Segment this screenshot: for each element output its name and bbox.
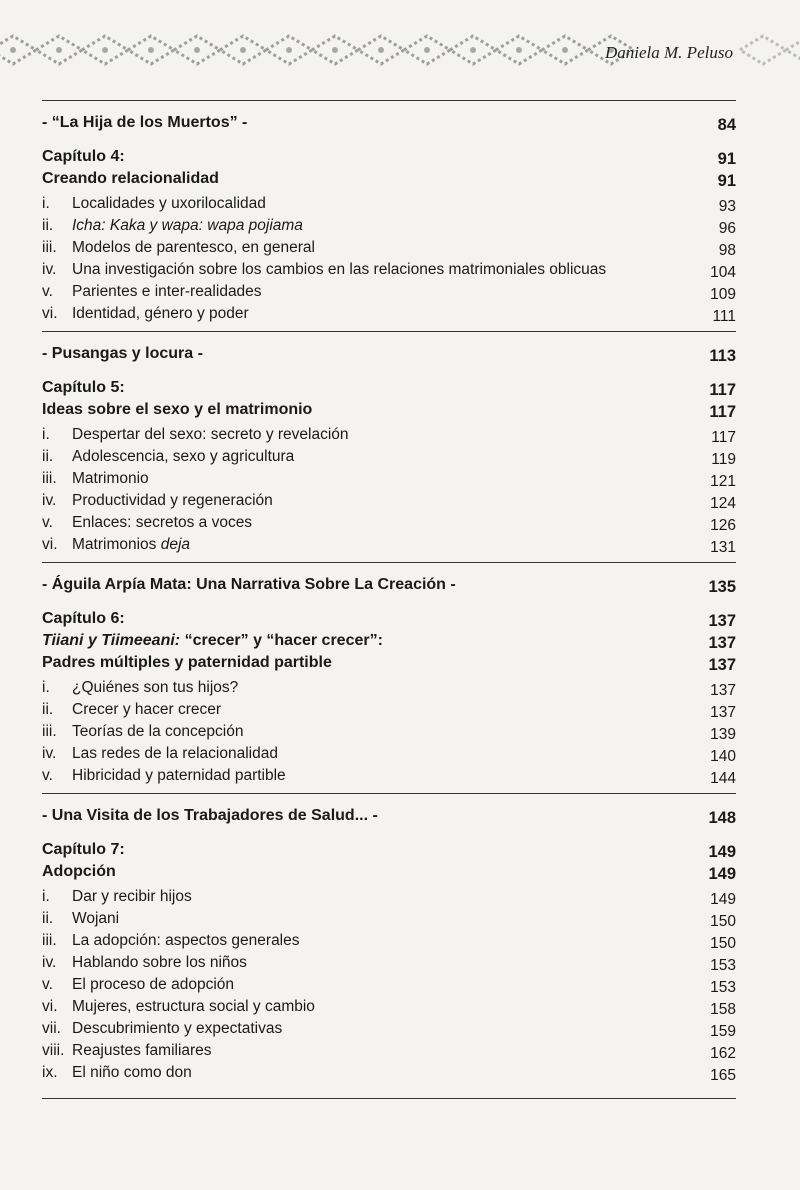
chapter-title — [42, 632, 383, 650]
page-number: 124 — [710, 495, 736, 512]
toc-section — [42, 562, 736, 793]
toc-entry[interactable] — [42, 305, 736, 327]
chapter-title — [42, 170, 219, 188]
entry-title: Identidad, género y poder — [72, 305, 249, 322]
entry-title: Crecer y hacer crecer — [72, 701, 222, 718]
entry-title: Despertar del sexo: secreto y revelación — [72, 426, 349, 443]
toc-section — [42, 331, 736, 562]
entry-title: Reajustes familiares — [72, 1042, 212, 1059]
chapter-label: Capítulo 6: — [42, 610, 125, 627]
entry-left — [42, 492, 273, 510]
toc-entry[interactable] — [42, 239, 736, 261]
toc-entry[interactable] — [42, 745, 736, 767]
entry-title: La adopción: aspectos generales — [72, 932, 300, 949]
entry-left — [42, 239, 315, 257]
toc-entry[interactable] — [42, 195, 736, 217]
chapter-label: Capítulo 5: — [42, 379, 125, 396]
chapter-title-text: Padres múltiples y paternidad partible — [42, 654, 332, 671]
toc-entry[interactable] — [42, 217, 736, 239]
toc-entry[interactable] — [42, 1020, 736, 1042]
entry-numeral: i. — [42, 888, 50, 905]
toc-entry[interactable] — [42, 954, 736, 976]
page-number: 148 — [708, 809, 736, 827]
page-number: 158 — [710, 1001, 736, 1018]
entry-title: El niño como don — [72, 1064, 192, 1081]
entry-left — [42, 448, 294, 466]
entry-title: Descubrimiento y expectativas — [72, 1020, 283, 1037]
toc-entry[interactable] — [42, 998, 736, 1020]
entry-title: Matrimonio — [72, 470, 149, 487]
entry-title: Hablando sobre los niños — [72, 954, 247, 971]
toc-entry[interactable] — [42, 976, 736, 998]
entry-numeral: iii. — [42, 932, 57, 949]
page-number: 150 — [710, 935, 736, 952]
toc-entry[interactable] — [42, 426, 736, 448]
entry-left — [42, 1020, 282, 1038]
entry-list — [42, 888, 736, 1086]
interlude-title: - Una Visita de los Trabajadores de Salud... - — [42, 807, 378, 824]
toc-entry[interactable] — [42, 1042, 736, 1064]
page-number: 91 — [717, 150, 736, 168]
page-number: 149 — [708, 865, 736, 883]
entry-title: Hibricidad y paternidad partible — [72, 767, 286, 784]
page-number: 111 — [712, 308, 736, 325]
chapter-title-italic: Tiiani y Tiimeeani: — [42, 632, 181, 649]
chapter-title-row[interactable] — [42, 653, 736, 675]
interlude-title: - Pusangas y locura - — [42, 345, 203, 362]
entry-left — [42, 767, 286, 785]
page-number: 140 — [710, 748, 736, 765]
entry-title: Una investigación sobre los cambios en las relaciones matrimoniales oblicuas — [72, 261, 607, 278]
chapter-label-row[interactable] — [42, 609, 736, 631]
page-number: 153 — [710, 979, 736, 996]
entry-title: Icha: Kaka y wapa: wapa pojiama — [72, 217, 303, 234]
chapter-title-text: Adopción — [42, 863, 116, 880]
page-number: 137 — [710, 682, 736, 699]
toc-section — [42, 100, 736, 331]
chapter-title-row[interactable] — [42, 169, 736, 191]
running-header-author: Daniela M. Peluso — [605, 43, 733, 62]
page-number: 165 — [710, 1067, 736, 1084]
entry-numeral: iii. — [42, 470, 57, 487]
entry-numeral: iv. — [42, 492, 57, 509]
chapter-title-row[interactable] — [42, 400, 736, 422]
chapter-label: Capítulo 4: — [42, 148, 125, 165]
entry-numeral: ii. — [42, 448, 54, 465]
entry-left — [42, 888, 192, 906]
interlude-row[interactable] — [42, 575, 736, 599]
entry-left — [42, 1064, 192, 1082]
page-number: 126 — [710, 517, 736, 534]
entry-numeral: iii. — [42, 723, 57, 740]
interlude-row[interactable] — [42, 113, 736, 137]
interlude-title: - Águila Arpía Mata: Una Narrativa Sobre La Creación - — [42, 576, 456, 593]
toc-entry[interactable] — [42, 701, 736, 723]
entry-left — [42, 195, 266, 213]
toc-entry[interactable] — [42, 261, 736, 283]
entry-list — [42, 426, 736, 558]
entry-title: Las redes de la relacionalidad — [72, 745, 278, 762]
entry-numeral: i. — [42, 679, 50, 696]
chapter-title-row[interactable] — [42, 631, 736, 653]
entry-left — [42, 305, 249, 323]
entry-left — [42, 261, 606, 279]
chapter-title — [42, 654, 332, 672]
page-number: 135 — [708, 578, 736, 596]
page-number: 121 — [710, 473, 736, 490]
interlude-title: - “La Hija de los Muertos” - — [42, 114, 248, 131]
chapter-title-text: “crecer” y “hacer crecer”: — [180, 632, 383, 649]
toc-section — [42, 793, 736, 1099]
chapter-title — [42, 863, 116, 881]
toc-entry[interactable] — [42, 1064, 736, 1086]
toc-entry[interactable] — [42, 910, 736, 932]
entry-title: Parientes e inter-realidades — [72, 283, 262, 300]
page-number: 104 — [710, 264, 736, 281]
chapter-title-text: Creando relacionalidad — [42, 170, 219, 187]
chapter-label: Capítulo 7: — [42, 841, 125, 858]
entry-left — [42, 1042, 212, 1060]
page-number: 149 — [708, 843, 736, 861]
entry-numeral: iii. — [42, 239, 57, 256]
page-number: 162 — [710, 1045, 736, 1062]
page-number: 139 — [710, 726, 736, 743]
entry-title: Adolescencia, sexo y agricultura — [72, 448, 295, 465]
entry-numeral: v. — [42, 976, 53, 993]
page-number: 131 — [710, 539, 736, 556]
entry-left — [42, 701, 221, 719]
entry-numeral: vii. — [42, 1020, 61, 1037]
entry-title: Productividad y regeneración — [72, 492, 273, 509]
entry-list — [42, 195, 736, 327]
toc-entry[interactable] — [42, 679, 736, 701]
page-number: 159 — [710, 1023, 736, 1040]
interlude-row[interactable] — [42, 344, 736, 368]
entry-left — [42, 679, 238, 697]
entry-left — [42, 745, 278, 763]
toc-entry[interactable] — [42, 470, 736, 492]
page-number: 98 — [718, 242, 736, 259]
page-number: 149 — [710, 891, 736, 908]
entry-numeral: vi. — [42, 305, 58, 322]
entry-left — [42, 217, 303, 235]
chapter-label-row[interactable] — [42, 378, 736, 400]
entry-numeral: ix. — [42, 1064, 58, 1081]
entry-left — [42, 536, 190, 554]
toc-entry[interactable] — [42, 723, 736, 745]
entry-left — [42, 998, 315, 1016]
page-number: 137 — [708, 634, 736, 652]
toc-entry[interactable] — [42, 514, 736, 536]
toc-entry[interactable] — [42, 283, 736, 305]
page-number: 137 — [708, 612, 736, 630]
entry-numeral: vi. — [42, 536, 58, 553]
entry-list — [42, 679, 736, 789]
toc-entry[interactable] — [42, 767, 736, 789]
page-number: 153 — [710, 957, 736, 974]
page-number: 113 — [709, 347, 736, 365]
entry-numeral: i. — [42, 426, 50, 443]
page-number: 109 — [710, 286, 736, 303]
entry-numeral: v. — [42, 767, 53, 784]
entry-numeral: v. — [42, 283, 53, 300]
page-number: 119 — [711, 451, 736, 468]
entry-numeral: iv. — [42, 954, 57, 971]
page-number: 117 — [709, 381, 736, 399]
entry-left — [42, 976, 234, 994]
toc-entry[interactable] — [42, 932, 736, 954]
chapter-title-text: Ideas sobre el sexo y el matrimonio — [42, 401, 313, 418]
entry-title: Wojani — [72, 910, 120, 927]
entry-numeral: iv. — [42, 261, 57, 278]
entry-numeral: v. — [42, 514, 53, 531]
entry-title: Dar y recibir hijos — [72, 888, 192, 905]
page-number: 137 — [708, 656, 736, 674]
entry-numeral: i. — [42, 195, 50, 212]
chapter-title — [42, 401, 312, 419]
entry-title: Enlaces: secretos a voces — [72, 514, 253, 531]
toc-entry[interactable] — [42, 888, 736, 910]
toc-entry[interactable] — [42, 448, 736, 470]
entry-left — [42, 954, 247, 972]
entry-title: Mujeres, estructura social y cambio — [72, 998, 315, 1015]
entry-left — [42, 426, 349, 444]
toc-entry[interactable] — [42, 536, 736, 558]
entry-title: Matrimonios — [72, 536, 161, 553]
page-number: 144 — [710, 770, 736, 787]
entry-left — [42, 723, 243, 741]
chapter-label-row[interactable] — [42, 147, 736, 169]
entry-numeral: viii. — [42, 1042, 65, 1059]
entry-title: El proceso de adopción — [72, 976, 235, 993]
chapter-label-row[interactable] — [42, 840, 736, 862]
entry-title: Teorías de la concepción — [72, 723, 244, 740]
interlude-row[interactable] — [42, 806, 736, 830]
entry-left — [42, 470, 149, 488]
table-of-contents — [42, 100, 736, 1099]
entry-numeral: vi. — [42, 998, 58, 1015]
entry-left — [42, 932, 300, 950]
entry-title: ¿Quiénes son tus hijos? — [72, 679, 239, 696]
entry-title: Modelos de parentesco, en general — [72, 239, 315, 256]
entry-numeral: ii. — [42, 217, 54, 234]
page-number: 96 — [718, 220, 736, 237]
entry-left — [42, 910, 119, 928]
page-number: 91 — [717, 172, 736, 190]
page-number: 84 — [717, 116, 736, 134]
toc-entry[interactable] — [42, 492, 736, 514]
entry-left — [42, 283, 262, 301]
entry-left — [42, 514, 252, 532]
entry-title-italic: deja — [160, 536, 191, 553]
entry-numeral: ii. — [42, 701, 54, 718]
page-number: 137 — [710, 704, 736, 721]
page-number: 117 — [711, 429, 736, 446]
entry-numeral: ii. — [42, 910, 54, 927]
page-number: 93 — [718, 198, 736, 215]
entry-numeral: iv. — [42, 745, 57, 762]
chapter-title-row[interactable] — [42, 862, 736, 884]
page-number: 117 — [709, 403, 736, 421]
entry-title: Localidades y uxorilocalidad — [72, 195, 266, 212]
page-number: 150 — [710, 913, 736, 930]
